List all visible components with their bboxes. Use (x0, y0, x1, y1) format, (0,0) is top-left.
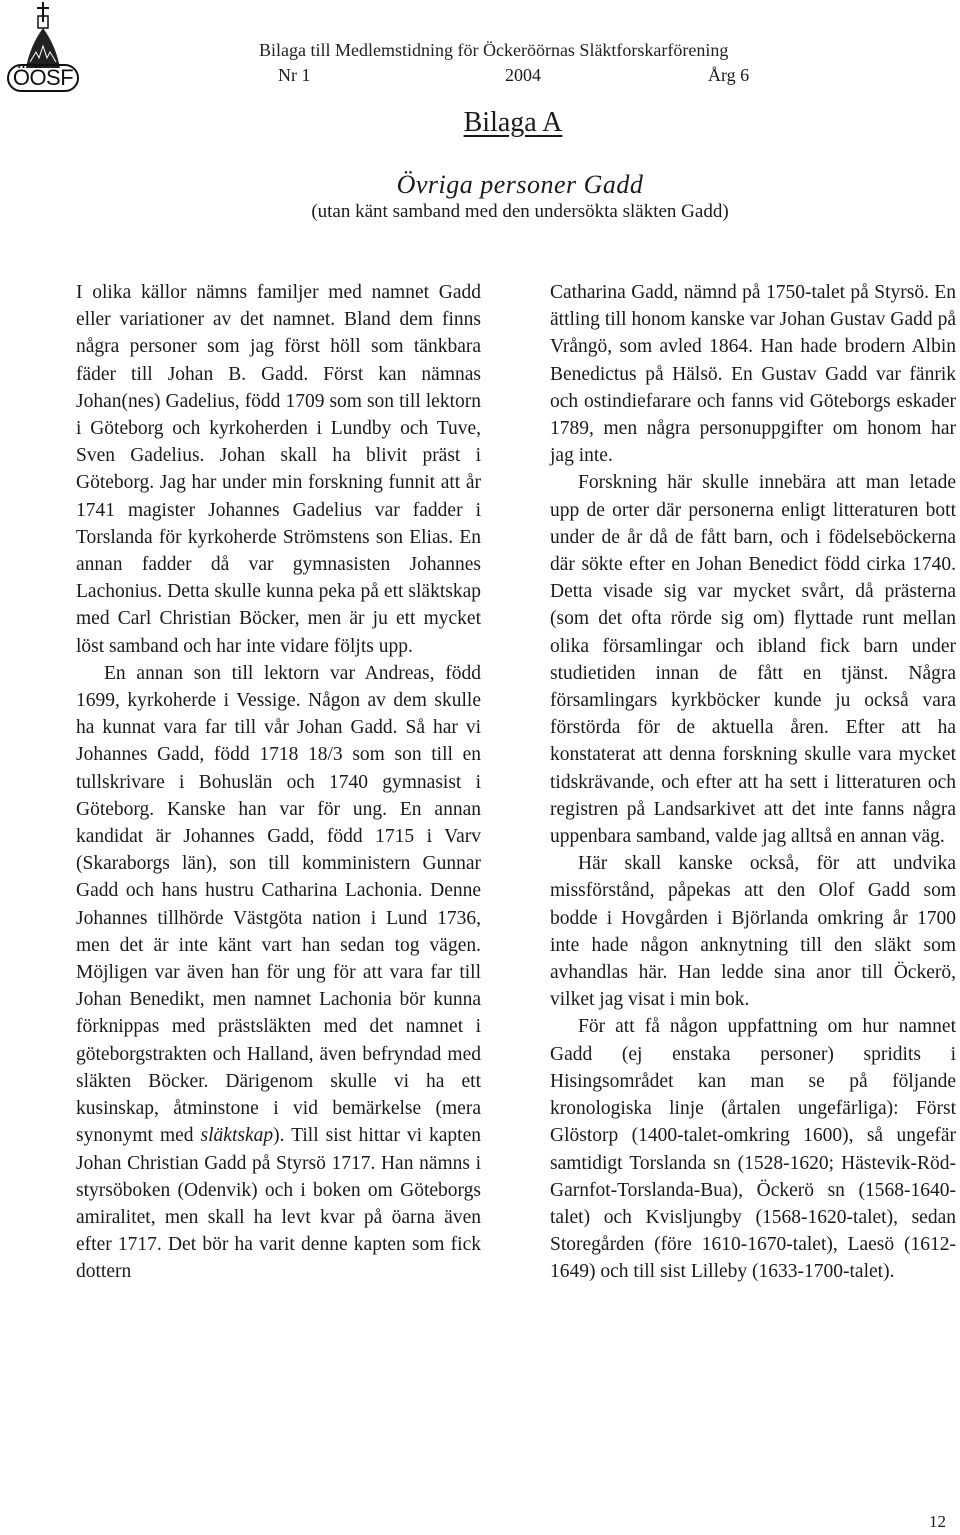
left-paragraph-2-text-a: En annan son till lektorn var Andreas, född 1699, kyrkoherde i Vessige. Någon av dem skulle ha kunnat vara far till vår Johan Gadd. Så har vi Johannes Gadd, född 1718 18/3 som son till en tullskrivare i Bohuslän och 1740 gymnasist i Göteborg. Kanske han var för ung. En annan kandidat är Johannes Gadd, född 1715 i Varv (Skaraborgs län), son till komministern Gunnar Gadd och hans hustru Catharina Lachonia. Denne Johannes tillhörde Västgöta nation i Lund 1736, men det är inte känt vart han sedan tog vägen. Möjligen var även han för ung för att vara far till Johan Benedikt, men namnet Lachonia bör kunna förknippas med prästsläkten med det namnet i göteborgstrakten och Halland, även befryndad med släkten Böcker. Därigenom skulle vi ha ett kusinskap, åtminstone i vid bemärkelse (mera synonymt med (76, 662, 481, 1147)
publication-name: Bilaga till Medlemstidning för Öckeröörnas Släktforskarförening (259, 40, 729, 60)
logo-text: ÖÖSF (7, 64, 79, 92)
issue-number: Nr 1 (278, 65, 311, 85)
left-paragraph-2-text-b: ). Till sist hittar vi kapten Johan Christian Gadd på Styrsö 1717. Han nämns i styrsöboken (Odenvik) och i boken om Göteborgs amiralitet, men skall ha levt kvar på öarna även efter 1717. Det bör ha varit denne kapten som fick dottern (76, 1125, 481, 1283)
right-paragraph-4: För att få någon uppfattning om hur namnet Gadd (ej enstaka personer) spridits i Hisingsområdet kan man se på följande kronologiska linje (årtalen ungefärliga): Först Glöstorp (1400-talet-omkring 1600), så ungefär samtidigt Torslanda sn (1528-1620; Hästevik-Röd-Garnfot-Torslanda-Bua), Öckerö sn (1568-1640-talet) och Kvisljungby (1568-1620-talet), sedan Storegården (före 1610-1670-talet), Laesö (1612-1649) och till sist Lilleby (1633-1700-talet). (550, 1016, 956, 1283)
right-paragraph-3: Här skall kanske också, för att undvika missförstånd, påpekas att den Olof Gadd som bodde i Hovgården i Björlanda omkring år 1700 inte hade någon anknytning till den släkt som avhandlas här. Han ledde sina anor till Öckerö, vilket jag visat i min bok. (550, 853, 956, 1011)
right-paragraph-1: Catharina Gadd, nämnd på 1750-talet på Styrsö. En ättling till honom kanske var Johan Gustav Gadd på Vrångö, som avled 1864. Han hade brodern Albin Benedictus på Hälsö. En Gustav Gadd var fänrik och ostindiefarare och fanns vid Göteborgs eskader 1789, men några personuppgifter om honom har jag inte. (550, 282, 956, 467)
right-paragraph-2: Forskning här skulle innebära att man letade upp de orter där personerna enligt litteraturen bott under de år då de fått barn, och i födelseböckerna där sökte efter en Johan Benedict född cirka 1740. Detta visade sig var mycket svårt, då prästerna (som det ofta rörde sig om) flyttade runt mellan olika församlingar och ibland fick barn under studietiden innan de fått en tjänst. Några församlingars kyrkböcker kunde ju också vara förstörda för de aktuella åren. Efter att ha konstaterat att denna forskning skulle vara mycket tidskrävande, och efter att ha sett i litteraturen och registren på Landsarkivet att det inte fanns några uppenbara samband, valde jag alltså en annan väg. (550, 472, 956, 848)
left-paragraph-1: I olika källor nämns familjer med namnet Gadd eller variationer av det namnet. Bland dem finns några personer som jag först höll som tänkbara fäder till Johan B. Gadd. Först kan nämnas Johan(nes) Gadelius, född 1709 som son till lektorn i Göteborg och kyrkoherden i Lundby och Tuve, Sven Gadelius. Johan skall ha blivit präst i Göteborg. Jag har under min forskning funnit att år 1741 magister Johannes Gadelius var fadder i Torslanda för kyrkoherde Strömstens son Elias. En annan fadder då var gymnasisten Johannes Lachonius. Detta skulle kunna peka på ett släktskap med Carl Christian Böcker, men är ju ett mycket löst samband och har inte vidare följts upp. (76, 282, 481, 657)
left-column (76, 279, 481, 1286)
church-hill-icon (6, 2, 80, 68)
page-number: 12 (929, 1512, 946, 1531)
left-paragraph-2-italic: släktskap (200, 1125, 274, 1147)
society-logo (6, 2, 80, 100)
right-column (550, 279, 956, 1286)
left-paragraph-2 (76, 660, 481, 1286)
page-subtitle: Övriga personer Gadd (396, 170, 644, 199)
page-title: Bilaga A (463, 107, 563, 138)
issue-volume: Årg 6 (708, 65, 750, 85)
page-subnote: (utan känt samband med den undersökta släkten Gadd) (311, 201, 729, 222)
issue-year: 2004 (505, 65, 541, 85)
